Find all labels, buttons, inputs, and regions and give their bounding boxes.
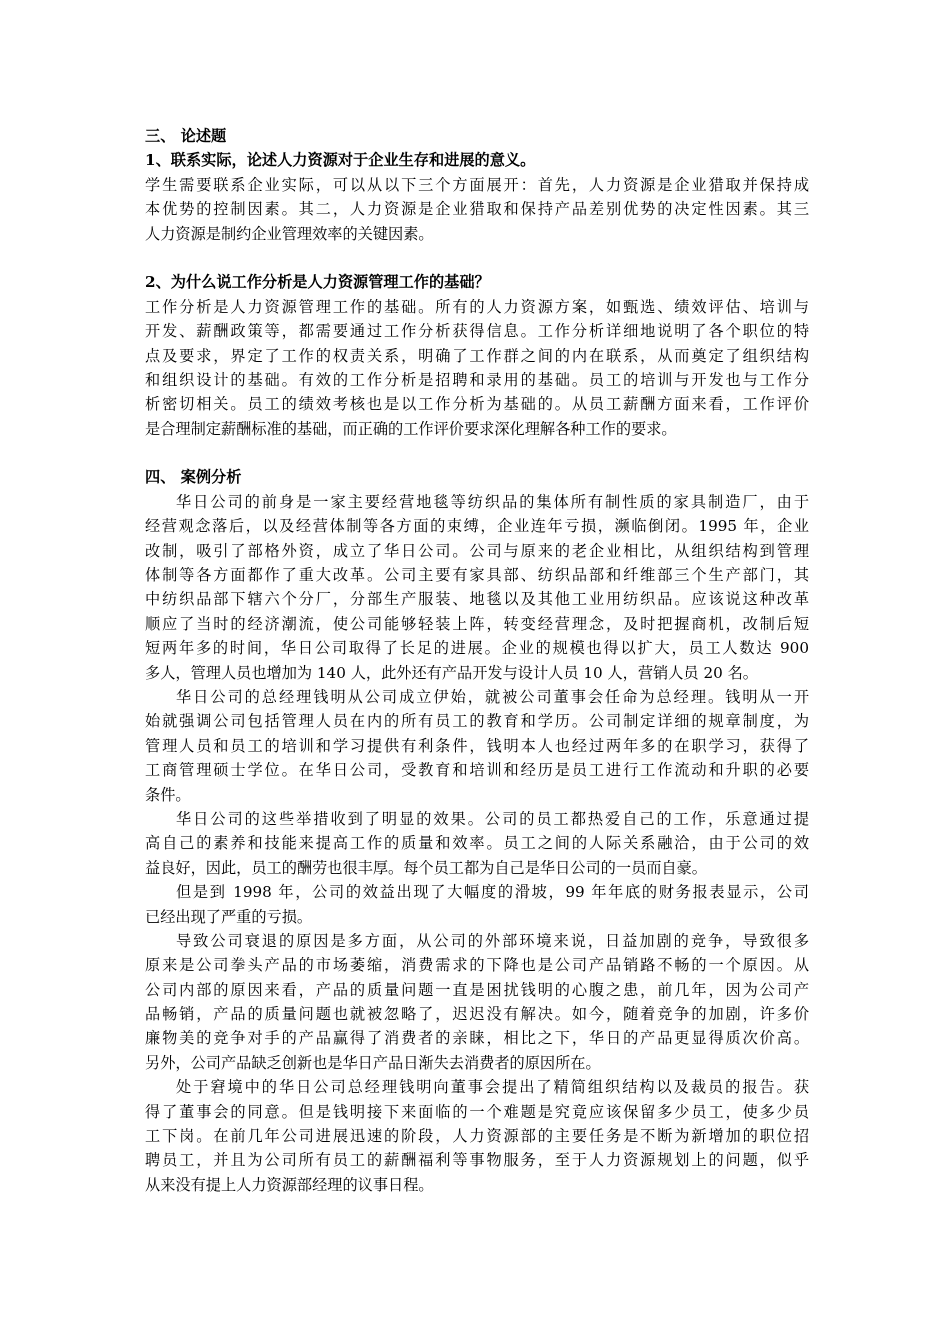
question-2: 2、为什么说工作分析是人力资源管理工作的基础？	[145, 273, 490, 292]
case-paragraph-line: 原来是公司拳头产品的市场萎缩，消费需求的下降也是公司产品销路不畅的一个原因。从	[145, 956, 809, 975]
case-paragraph-line: 但是到 1998 年，公司的效益出现了大幅度的滑坡，99 年年底的财务报表显示，公司	[176, 883, 809, 902]
case-paragraph-line: 高自己的素养和技能来提高工作的质量和效率。员工之间的人际关系融洽，由于公司的效	[145, 834, 809, 853]
case-paragraph-line: 从来没有提上人力资源部经理的议事日程。	[145, 1175, 434, 1194]
case-paragraph-line: 品畅销，产品的质量问题也就被忽略了，迟迟没有解决。如今，随着竞争的加剧，许多价	[145, 1005, 809, 1024]
section-heading-essay: 三、 论述题	[145, 127, 227, 145]
case-paragraph-line: 益良好，因此，员工的酬劳也很丰厚。每个员工都为自己是华日公司的一员而自豪。	[145, 858, 707, 877]
answer-2-line: 析密切相关。员工的绩效考核也是以工作分析为基础的。从员工薪酬方面来看，工作评价	[145, 395, 809, 414]
blank-line	[145, 246, 809, 270]
case-paragraph-line: 体制等各方面都作了重大改革。公司主要有家具部、纺织品部和纤维部三个生产部门，其	[145, 566, 809, 585]
case-paragraph-line: 工商管理硕士学位。在华日公司，受教育和培训和经历是员工进行工作流动和升职的必要	[145, 761, 809, 780]
answer-2-line: 工作分析是人力资源管理工作的基础。所有的人力资源方案，如甄选、绩效评估、培训与	[145, 297, 809, 316]
case-paragraph-line: 华日公司的前身是一家主要经营地毯等纺织品的集体所有制性质的家具制造厂，由于	[176, 492, 809, 511]
case-paragraph-line: 改制，吸引了部格外资，成立了华日公司。公司与原来的老企业相比，从组织结构到管理	[145, 541, 809, 560]
case-paragraph-line: 始就强调公司包括管理人员在内的所有员工的教育和学历。公司制定详细的规章制度，为	[145, 712, 809, 731]
case-paragraph-line: 得了董事会的同意。但是钱明接下来面临的一个难题是究竟应该保留多少员工，使多少员	[145, 1102, 809, 1121]
case-paragraph-line: 短两年多的时间，华日公司取得了长足的进展。企业的规模也得以扩大，员工人数达 900	[145, 639, 809, 658]
answer-1-line: 学生需要联系企业实际，可以从以下三个方面展开：首先，人力资源是企业猎取并保持成	[145, 175, 809, 194]
section-heading-case: 四、 案例分析	[145, 468, 242, 487]
answer-2-line: 开发、薪酬政策等，都需要通过工作分析获得信息。工作分析详细地说明了各个职位的特	[145, 322, 809, 341]
case-paragraph-line: 工下岗。在前几年公司进展迅速的阶段，人力资源部的主要任务是不断为新增加的职位招	[145, 1127, 809, 1146]
blank-line	[145, 441, 809, 465]
case-paragraph-line: 多人，管理人员也增加为 140 人，此外还有产品开发与设计人员 10 人，营销人员 20 名。	[145, 663, 758, 682]
case-paragraph-line: 聘员工，并且为公司所有员工的薪酬福利等事物服务，至于人力资源规划上的问题，似乎	[145, 1151, 809, 1170]
answer-2-line: 和组织设计的基础。有效的工作分析是招聘和录用的基础。员工的培训与开发也与工作分	[145, 370, 809, 389]
answer-1-line: 人力资源是制约企业管理效率的关键因素。	[145, 224, 434, 243]
case-paragraph-line: 条件。	[145, 785, 191, 804]
case-paragraph-line: 导致公司衰退的原因是多方面，从公司的外部环境来说，日益加剧的竞争，导致很多	[176, 931, 809, 950]
case-paragraph-line: 另外，公司产品缺乏创新也是华日产品日渐失去消费者的原因所在。	[145, 1053, 601, 1072]
case-paragraph-line: 管理人员和员工的培训和学习提供有利条件，钱明本人也经过两年多的在职学习，获得了	[145, 736, 809, 755]
case-paragraph-line: 顺应了当时的经济潮流，使公司能够轻装上阵，转变经营理念，及时把握商机，改制后短	[145, 614, 809, 633]
document-page	[145, 124, 809, 1197]
case-paragraph-line: 处于窘境中的华日公司总经理钱明向董事会提出了精简组织结构以及裁员的报告。获	[176, 1078, 809, 1097]
answer-1-line: 本优势的控制因素。其二，人力资源是企业猎取和保持产品差别优势的决定性因素。其三	[145, 200, 809, 219]
answer-2-line: 是合理制定薪酬标准的基础，而正确的工作评价要求深化理解各种工作的要求。	[145, 419, 677, 438]
question-1: 1、联系实际，论述人力资源对于企业生存和进展的意义。	[145, 151, 536, 170]
case-paragraph-line: 华日公司的总经理钱明从公司成立伊始，就被公司董事会任命为总经理。钱明从一开	[176, 687, 809, 706]
case-paragraph-line: 已经出现了严重的亏损。	[145, 907, 313, 926]
case-paragraph-line: 中纺织品部下辖六个分厂，分部生产服装、地毯以及其他工业用纺织品。应该说这种改革	[145, 590, 809, 609]
case-paragraph-line: 廉物美的竞争对手的产品赢得了消费者的亲睐，相比之下，华日的产品更显得质次价高。	[145, 1029, 809, 1048]
answer-2-line: 点及要求，界定了工作的权责关系，明确了工作群之间的内在联系，从而奠定了组织结构	[145, 346, 809, 365]
case-paragraph-line: 华日公司的这些举措收到了明显的效果。公司的员工都热爱自己的工作，乐意通过提	[176, 809, 809, 828]
case-paragraph-line: 经营观念落后，以及经营体制等各方面的束缚，企业连年亏损，濒临倒闭。1995 年，企业	[145, 517, 809, 536]
case-paragraph-line: 公司内部的原因来看，产品的质量问题一直是困扰钱明的心腹之患，前几年，因为公司产	[145, 980, 809, 999]
